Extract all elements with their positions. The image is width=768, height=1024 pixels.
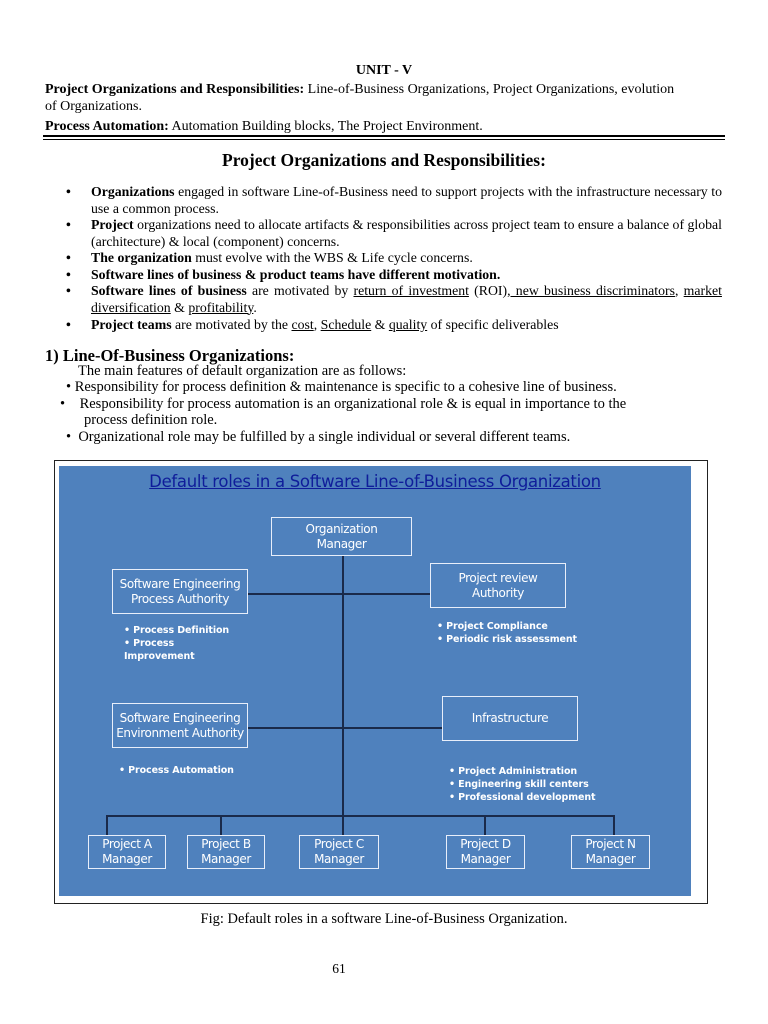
page-number: 61 (332, 961, 346, 976)
box-label: Authority (472, 585, 524, 600)
bullet-label: The organization (91, 250, 192, 265)
box-label: Organization (305, 521, 378, 536)
note-line: • Process Automation (119, 765, 234, 776)
box-label: Manager (201, 852, 251, 866)
header-line-3 (45, 118, 725, 135)
bullet-text: (ROI) (468, 283, 508, 298)
box-label: Project N (585, 837, 636, 851)
box-label: Manager (102, 852, 152, 866)
feature-list (66, 379, 617, 395)
header-line-2: of Organizations. (45, 99, 142, 114)
process-authority-box (112, 569, 248, 614)
box-label: Project C (314, 837, 364, 851)
feature-item (66, 379, 617, 395)
project-b-manager-box (187, 835, 265, 869)
header-rule-thick (43, 135, 725, 137)
bullet-icon: • (66, 184, 71, 199)
bullet-icon: • (66, 250, 71, 265)
bullet-text: . (253, 299, 257, 315)
figure-title: Default roles in a Software Line-of-Business Organization (149, 472, 601, 491)
bullet-text: , (313, 317, 321, 332)
responsibility-bullets (66, 184, 722, 334)
bullet-icon: • (66, 217, 71, 232)
bullet-icon: • (66, 266, 71, 282)
underlined-term: , new business discriminators (507, 283, 675, 298)
feature-text-continued: process definition role. (84, 412, 218, 428)
bullet-text: are motivated by (246, 283, 354, 298)
bullet-label: Project teams (91, 317, 172, 332)
project-review-notes (437, 620, 577, 646)
box-label: Manager (585, 852, 636, 866)
box-label: Project review (458, 570, 538, 585)
note-line: • Project Administration (449, 766, 578, 777)
box-label: Infrastructure (471, 711, 549, 725)
feature-text: Responsibility for process automation is an organizational role & is equal in importance to the (79, 396, 627, 412)
box-label: Project B (201, 837, 251, 851)
bullet-project-teams (66, 317, 722, 334)
section-heading: 1) Line-Of-Business Organizations: (45, 346, 295, 365)
bullet-organizations (66, 184, 722, 217)
bullet-icon: • (60, 396, 80, 412)
note-line: • Process (124, 638, 175, 649)
project-d-manager-box (446, 835, 525, 869)
connector-manager-c (342, 815, 344, 835)
project-n-manager-box (571, 835, 650, 869)
bullet-text: must evolve with the WBS & Life cycle concerns. (191, 250, 473, 265)
feature-item (60, 396, 626, 412)
box-label: Manager (314, 852, 364, 866)
bullet-text: engaged in software Line-of-Business need to support projects with the infrastructure necessary to use a common process. (91, 184, 722, 216)
box-label: Software Engineering (119, 710, 241, 725)
underlined-term: profitability (188, 299, 254, 315)
note-line: • Periodic risk assessment (437, 634, 577, 645)
unit-heading: UNIT - V (355, 63, 413, 78)
underlined-term: cost (291, 317, 314, 332)
bullet-project (66, 217, 722, 250)
feature-item (66, 429, 570, 445)
underlined-term: Schedule (320, 317, 372, 332)
header-text-3: Automation Building blocks, The Project Environment. (168, 119, 483, 134)
box-label: Project A (102, 837, 152, 851)
note-line: • Engineering skill centers (449, 779, 589, 790)
connector-manager-b (220, 815, 222, 835)
feature-text: Organizational role may be fulfilled by a single individual or several different teams. (78, 429, 571, 445)
box-label: Manager (316, 536, 367, 551)
bullet-text: of specific deliverables (427, 317, 559, 332)
bullet-label: Software lines of business (91, 283, 247, 298)
environment-authority-box (112, 703, 248, 748)
bullet-label: Project (91, 217, 134, 232)
bullet-text: are motivated by the (171, 317, 292, 332)
bullet-text: organizations need to allocate artifacts & responsibilities across project team to ensure a balance of global (architecture) & local (component) concerns. (91, 217, 722, 249)
infrastructure-notes (449, 765, 595, 804)
page-title: Project Organizations and Responsibilities: (222, 150, 546, 170)
bullet-icon: • (66, 379, 75, 395)
header-rule-thin (43, 139, 725, 140)
figure-caption: Fig: Default roles in a software Line-of-Business Organization. (200, 911, 568, 927)
bullet-label: Software lines of business & product teams have different motivation. (91, 266, 501, 282)
connector-managers-horizontal (106, 815, 614, 817)
bullet-icon: • (66, 429, 79, 445)
organization-manager-box (271, 517, 412, 556)
connector-main-vertical (342, 556, 344, 816)
section-intro: The main features of default organization are as follows: (78, 363, 407, 379)
infrastructure-box (442, 696, 578, 741)
project-c-manager-box (299, 835, 379, 869)
box-label: Process Authority (130, 591, 230, 606)
bullet-text: & (371, 317, 389, 332)
bullet-icon: • (66, 317, 71, 332)
header-text-1: Line-of-Business Organizations, Project Organizations, evolution (304, 82, 675, 97)
underlined-term: quality (388, 317, 428, 332)
header-label-3: Process Automation: (45, 119, 169, 134)
note-line: • Project Compliance (437, 621, 548, 632)
underlined-term: market diversification (91, 283, 722, 315)
bullet-motivation (66, 267, 722, 284)
bullet-lines-of-business (66, 283, 722, 316)
box-label: Manager (460, 852, 511, 866)
connector-row-1 (247, 593, 431, 595)
connector-manager-d (484, 815, 486, 835)
bullet-text: , (674, 283, 684, 298)
connector-manager-a (106, 815, 108, 835)
underlined-term: return of investment (353, 283, 469, 298)
environment-authority-notes (119, 764, 234, 777)
bullet-icon: • (66, 283, 71, 298)
bullet-the-organization (66, 250, 722, 267)
bullet-label: Organizations (91, 184, 175, 199)
project-review-authority-box (430, 563, 566, 608)
note-line: Improvement (124, 651, 195, 662)
feature-text: Responsibility for process definition & maintenance is specific to a cohesive line of business. (74, 379, 617, 395)
process-authority-notes (124, 624, 229, 663)
connector-manager-n (613, 815, 615, 835)
note-line: • Professional development (449, 792, 596, 803)
note-line: • Process Definition (124, 625, 230, 636)
header-label-1: Project Organizations and Responsibilities: (45, 82, 305, 97)
box-label: Software Engineering (119, 576, 241, 591)
connector-row-2 (247, 727, 443, 729)
header-line-1 (45, 81, 725, 98)
box-label: Project D (460, 837, 511, 851)
bullet-text: & (170, 299, 189, 315)
project-a-manager-box (88, 835, 166, 869)
box-label: Environment Authority (116, 725, 244, 740)
